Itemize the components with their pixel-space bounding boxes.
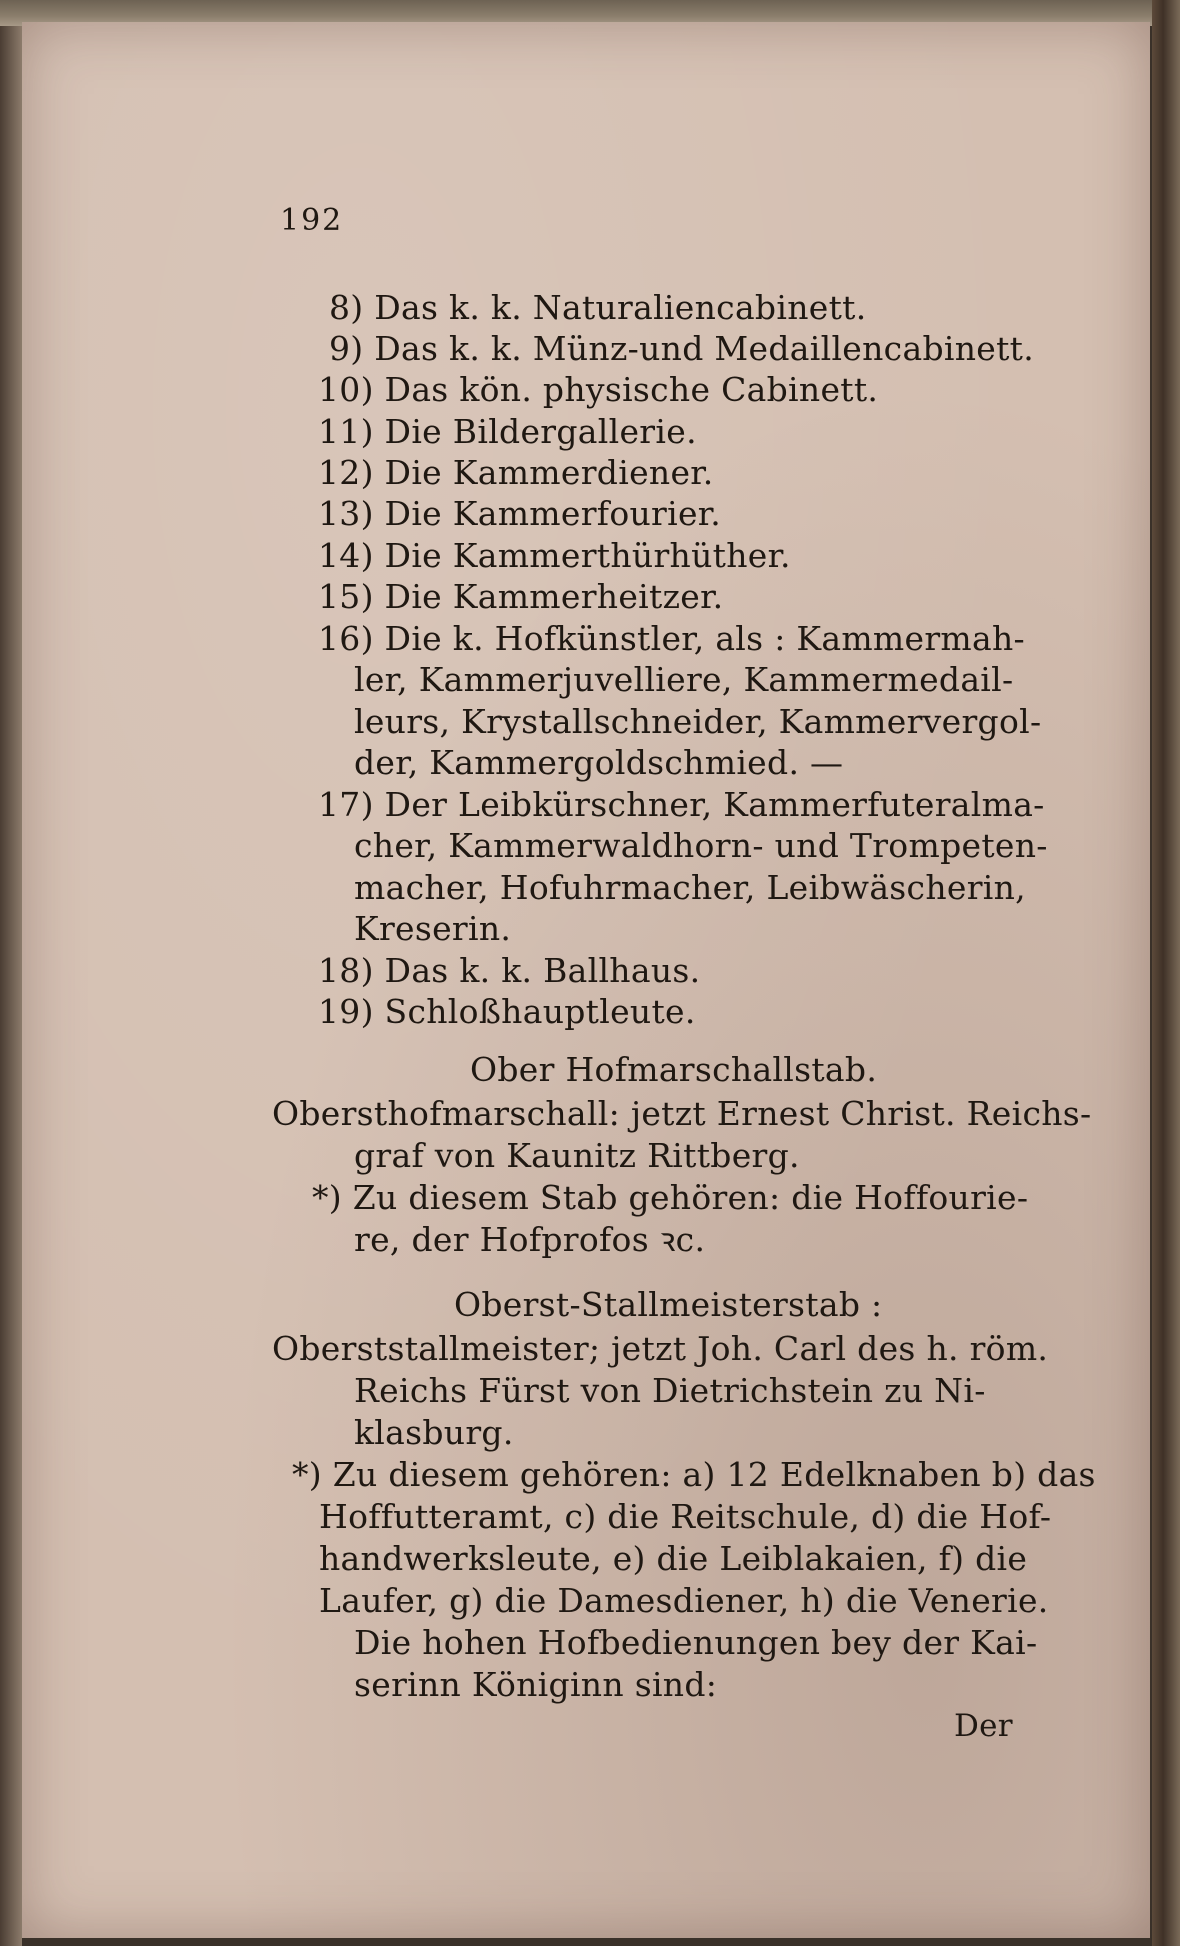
list-item-continuation: macher, Hofuhrmacher, Leibwäscherin,: [354, 868, 1026, 907]
list-item: 17) Der Leibkürschner, Kammerfuteralma-: [318, 785, 1045, 824]
list-item: 15) Die Kammerheitzer.: [318, 577, 724, 616]
list-item: 11) Die Bildergallerie.: [318, 412, 697, 451]
list-item: 9) Das k. k. Münz-und Medaillencabinett.: [329, 329, 1035, 368]
list-item: 8) Das k. k. Naturaliencabinett.: [329, 288, 867, 327]
list-item: 18) Das k. k. Ballhaus.: [318, 951, 701, 990]
paragraph-line: graf von Kaunitz Rittberg.: [354, 1136, 800, 1175]
footnote-line: *) Zu diesem gehören: a) 12 Edelknaben b) das: [292, 1455, 1096, 1494]
book-spine: [0, 0, 22, 1946]
footnote-line: Hoffutteramt, c) die Reitschule, d) die Hof-: [319, 1497, 1052, 1536]
book-page: [22, 22, 1150, 1938]
footnote-line: *) Zu diesem Stab gehören: die Hoffourie-: [312, 1178, 1029, 1217]
section-heading: Ober Hofmarschallstab.: [470, 1050, 878, 1089]
list-item: 13) Die Kammerfourier.: [318, 494, 722, 533]
list-item-continuation: ler, Kammerjuvelliere, Kammermedail-: [354, 660, 1014, 699]
list-item-continuation: der, Kammergoldschmied. —: [354, 743, 844, 782]
footnote-line: handwerksleute, e) die Leiblakaien, f) die: [319, 1539, 1028, 1578]
list-item: 10) Das kön. physische Cabinett.: [318, 370, 879, 409]
paragraph-line: serinn Königinn sind:: [354, 1665, 718, 1704]
list-item: 14) Die Kammerthürhüther.: [318, 536, 791, 575]
paragraph-line: Reichs Fürst von Dietrichstein zu Ni-: [354, 1371, 986, 1410]
paragraph-line: klasburg.: [354, 1413, 514, 1452]
paragraph-line: Obersthofmarschall: jetzt Ernest Christ. Reichs-: [272, 1094, 1092, 1133]
list-item-continuation: leurs, Krystallschneider, Kammervergol-: [354, 702, 1042, 741]
list-item-continuation: Kreserin.: [354, 909, 512, 948]
list-item-continuation: cher, Kammerwaldhorn- und Trompeten-: [354, 826, 1048, 865]
footnote-line: re, der Hofprofos ꝛc.: [354, 1220, 706, 1259]
catchword: Der: [954, 1708, 1013, 1744]
list-item: 12) Die Kammerdiener.: [318, 453, 714, 492]
page-number: 192: [280, 203, 344, 238]
footnote-line: Laufer, g) die Damesdiener, h) die Venerie.: [319, 1581, 1049, 1620]
paragraph-line: Die hohen Hofbedienungen bey der Kai-: [354, 1623, 1038, 1662]
list-item: 19) Schloßhauptleute.: [318, 992, 696, 1031]
book-cover-right-edge: [1152, 0, 1180, 1946]
paragraph-line: Oberststallmeister; jetzt Joh. Carl des h. röm.: [272, 1329, 1049, 1368]
list-item: 16) Die k. Hofkünstler, als : Kammermah-: [318, 619, 1025, 658]
section-heading: Oberst-Stallmeisterstab :: [454, 1285, 883, 1324]
